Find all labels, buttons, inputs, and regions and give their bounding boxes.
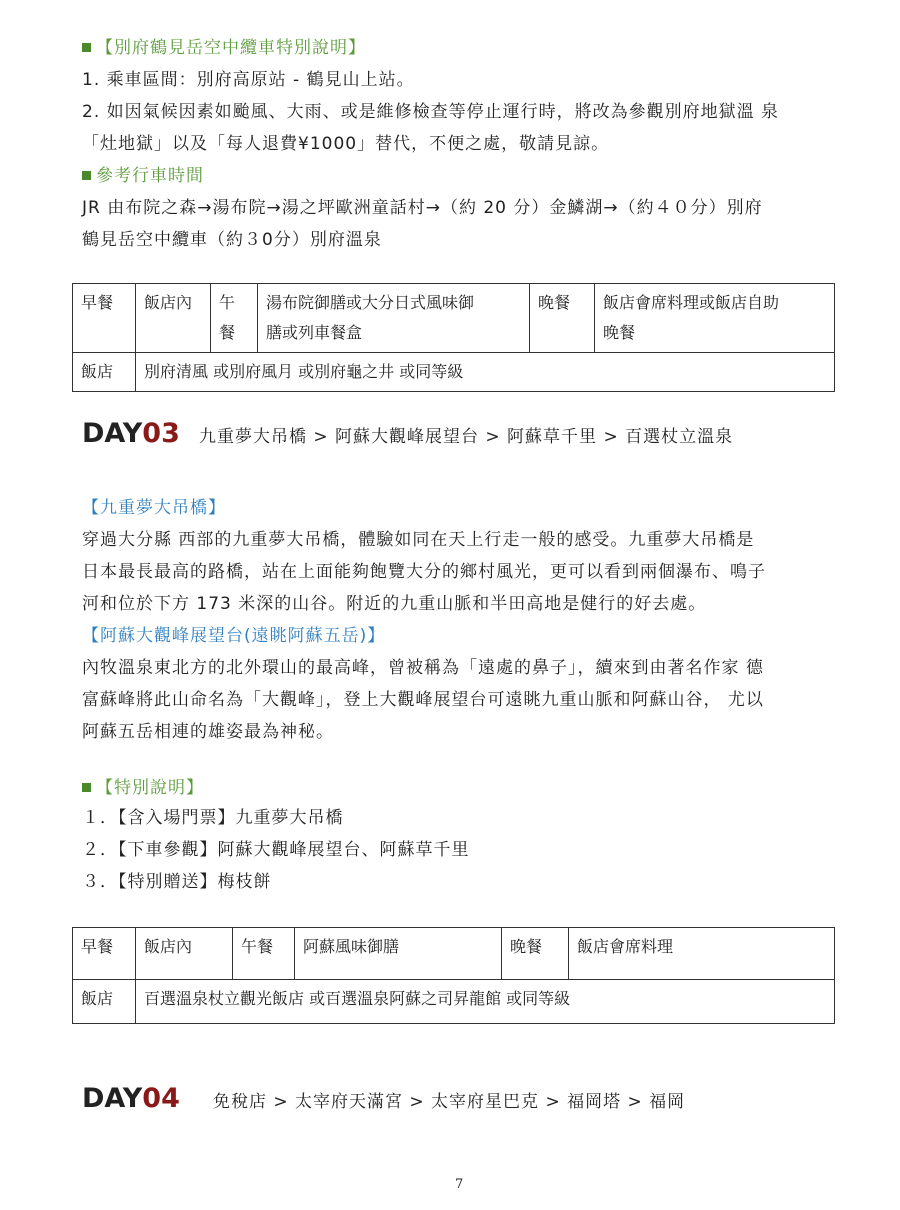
breakfast-label: 早餐 (73, 928, 136, 980)
special-note-item-1: １．【含入場門票】九重夢大吊橋 (82, 808, 344, 828)
hotel-value: 別府清風 或別府風月 或別府龜之井 或同等級 (136, 353, 835, 392)
dinner-value: 飯店會席料理或飯店自助 晚餐 (595, 284, 835, 353)
schedule-heading: 參考行車時間 (82, 160, 204, 192)
section-title-observatory: 【阿蘇大觀峰展望台(遠眺阿蘇五岳)】 (82, 626, 386, 646)
schedule-line-2: 鶴見岳空中纜車（約３0分）別府溫泉 (82, 230, 382, 250)
table-row (73, 353, 835, 392)
breakfast-label: 早餐 (73, 284, 136, 353)
cable-note-item-2-line-2: 「灶地獄」以及「每人退費¥1000」替代，不便之處，敬請見諒。 (82, 134, 610, 154)
dinner-label: 晚餐 (530, 284, 595, 353)
cable-note-heading: 【別府鶴見岳空中纜車特別說明】 (82, 32, 366, 64)
day2-meals-table (72, 283, 835, 392)
bridge-desc-line-2: 日本最長最高的路橋，站在上面能夠飽覽大分的鄉村風光，更可以看到兩個瀑布、鳴子 (82, 562, 766, 582)
table-row (73, 980, 835, 1024)
hotel-value: 百選溫泉杖立觀光飯店 或百選溫泉阿蘇之司昇龍館 或同等級 (136, 980, 835, 1024)
day3-meals-table (72, 927, 835, 1024)
cable-note-item-2-line-1: 2. 如因氣候因素如颱風、大雨、或是維修檢查等停止運行時，將改為參觀別府地獄溫 泉 (82, 102, 780, 122)
day4-route: 免稅店 > 太宰府天滿宮 > 太宰府星巴克 > 福岡塔 > 福岡 (212, 1092, 686, 1112)
section-title-bridge: 【九重夢大吊橋】 (82, 498, 226, 518)
lunch-value: 湯布院御膳或大分日式風味御 膳或列車餐盒 (258, 284, 530, 353)
dinner-value: 飯店會席料理 (569, 928, 835, 980)
special-note-heading: 【特別說明】 (82, 772, 204, 804)
cable-note-item-1: 1. 乘車區間：別府高原站 - 鶴見山上站。 (82, 70, 415, 90)
bridge-desc-line-3: 河和位於下方 173 米深的山谷。附近的九重山脈和半田高地是健行的好去處。 (82, 594, 707, 614)
square-bullet-icon (82, 783, 91, 792)
schedule-line-1: JR 由布院之森→湯布院→湯之坪歐洲童話村→（約 20 分）金鱗湖→（約４０分）別府 (82, 198, 763, 218)
breakfast-value: 飯店內 (136, 928, 233, 980)
hotel-label: 飯店 (73, 353, 136, 392)
day3-header (82, 418, 733, 449)
bridge-desc-line-1: 穿過大分縣 西部的九重夢大吊橋，體驗如同在天上行走一般的感受。九重夢大吊橋是 (82, 530, 755, 550)
lunch-value: 阿蘇風味御膳 (295, 928, 502, 980)
special-note-item-2: ２．【下車參觀】阿蘇大觀峰展望台、阿蘇草千里 (82, 840, 470, 860)
day4-header (82, 1083, 685, 1114)
lunch-label: 午餐 (211, 284, 258, 353)
dinner-label: 晚餐 (502, 928, 569, 980)
observatory-desc-line-1: 內牧溫泉東北方的北外環山的最高峰，曾被稱為「遠處的鼻子」，續來到由著名作家 德 (82, 658, 764, 678)
observatory-desc-line-3: 阿蘇五岳相連的雄姿最為神秘。 (82, 722, 334, 742)
table-row (73, 928, 835, 980)
special-note-item-3: ３．【特別贈送】梅枝餅 (82, 872, 272, 892)
day3-label: DAY03 (82, 418, 180, 449)
hotel-label: 飯店 (73, 980, 136, 1024)
breakfast-value: 飯店內 (136, 284, 211, 353)
page-number: 7 (455, 1177, 464, 1192)
table-row (73, 284, 835, 353)
lunch-label: 午餐 (233, 928, 295, 980)
day4-label: DAY04 (82, 1083, 180, 1114)
square-bullet-icon (82, 171, 91, 180)
square-bullet-icon (82, 43, 91, 52)
observatory-desc-line-2: 富蘇峰將此山命名為「大觀峰」，登上大觀峰展望台可遠眺九重山脈和阿蘇山谷， 尤以 (82, 690, 764, 710)
day3-route: 九重夢大吊橋 > 阿蘇大觀峰展望台 > 阿蘇草千里 > 百選杖立溫泉 (198, 427, 734, 447)
